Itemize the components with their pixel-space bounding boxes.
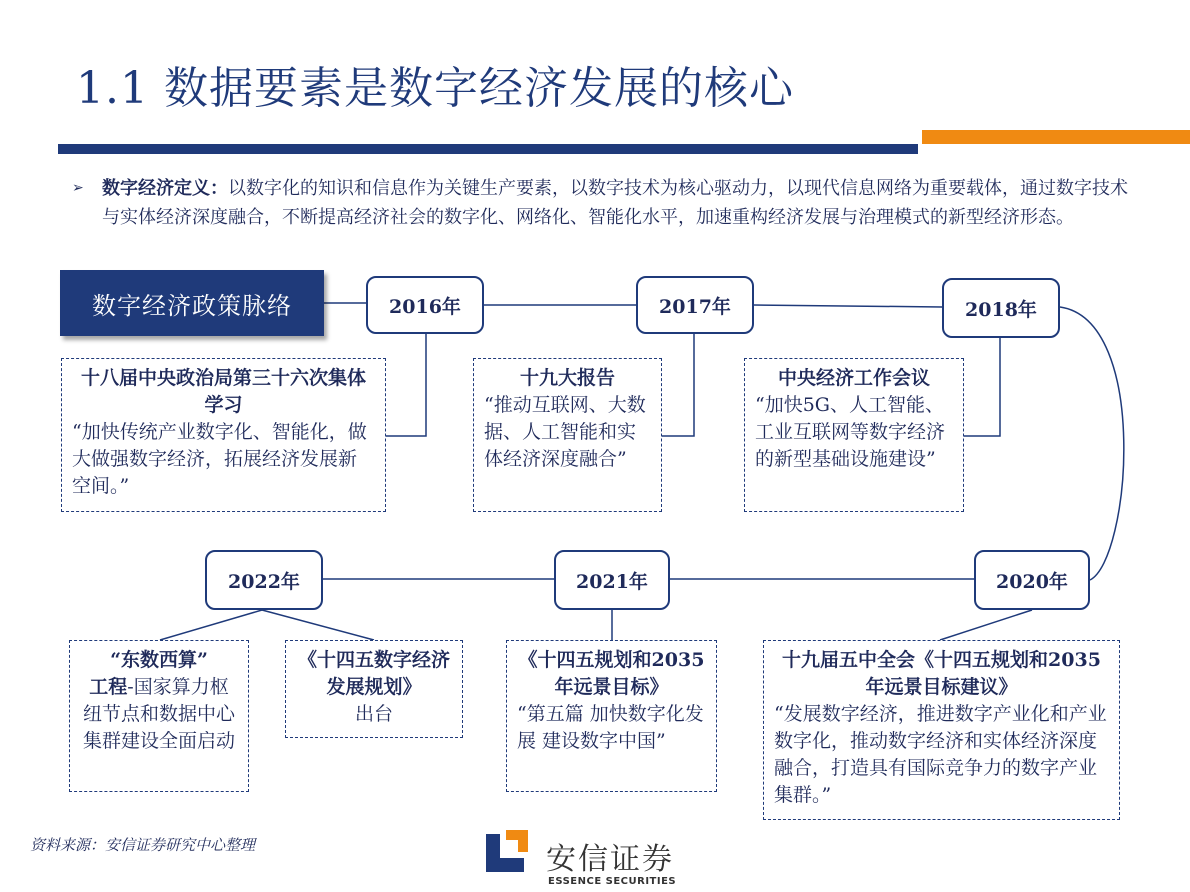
connector-2020-box <box>940 610 1032 640</box>
event-heading-2022-plan: 《十四五数字经济发展规划》 <box>297 649 450 698</box>
event-body-2020: “发展数字经济，推进数字产业化和产业数字化，推动数字经济和实体经济深度融合，打造具有国际竞争力的数字产业集群。” <box>774 703 1107 806</box>
connector-2018-box <box>964 338 1000 436</box>
event-heading-2021: 《十四五规划和2035年远景目标》 <box>518 649 705 698</box>
event-box-2020 <box>763 640 1120 820</box>
event-body-2018: “加快5G、人工智能、工业互联网等数字经济的新型基础设施建设” <box>755 394 946 470</box>
year-2017: 2017年 <box>636 276 754 334</box>
year-2018: 2018年 <box>942 278 1060 338</box>
event-body-2016: “加快传统产业数字化、智能化，做大做强数字经济，拓展经济发展新空间。” <box>72 421 367 497</box>
event-box-2016 <box>61 358 386 512</box>
policy-heading: 数字经济政策脉络 <box>60 270 324 336</box>
definition-label: 数字经济定义： <box>102 178 228 199</box>
event-box-2018 <box>744 358 964 512</box>
event-heading-2018: 中央经济工作会议 <box>777 367 930 389</box>
year-2022: 2022年 <box>205 550 323 610</box>
definition-body: 以数字化的知识和信息作为关键生产要素，以数字技术为核心驱动力，以现代信息网络为重要载体，通过数字技术与实体经济深度融合，不断提高经济社会的数字化、网络化、智能化水平，加速重构经济发展与治理模式的新型经济形态。 <box>102 178 1128 228</box>
event-box-2017 <box>473 358 662 512</box>
connector-2022-box-a <box>160 610 262 640</box>
event-heading-2017: 十九大报告 <box>519 367 615 389</box>
year-2016: 2016年 <box>366 276 484 334</box>
event-box-2021 <box>506 640 717 792</box>
event-box-2022-east-data <box>69 640 249 792</box>
event-body-2021: “第五篇 加快数字化发展 建设数字中国” <box>517 703 704 752</box>
source-note: 资料来源：安信证券研究中心整理 <box>30 836 256 854</box>
year-2021: 2021年 <box>554 550 670 610</box>
logo-text-en: ESSENCE SECURITIES <box>548 876 677 887</box>
arrow-bullet-icon: ➢ <box>72 180 84 196</box>
event-body-2022-plan: 出台 <box>354 703 393 725</box>
event-heading-2022-east-data: “东数西算” <box>110 649 208 671</box>
year-2020: 2020年 <box>974 550 1090 610</box>
connector-2017-2018 <box>754 305 942 307</box>
connector-2018-2020 <box>1060 307 1124 580</box>
event-body-2022-east-data: -国家算力枢纽节点和数据中心集群建设全面启动 <box>82 676 235 752</box>
event-heading-2020: 十九届五中全会《十四五规划和2035年远景目标建议》 <box>782 649 1101 698</box>
essence-logo-icon <box>484 828 530 874</box>
page-title: 1.1 数据要素是数字经济发展的核心 <box>76 63 794 114</box>
event-bold-2022-east-data: 工程 <box>89 676 128 698</box>
event-body-2017: “推动互联网、大数据、人工智能和实体经济深度融合” <box>484 394 646 470</box>
event-heading-2016: 十八届中央政治局第三十六次集体学习 <box>80 367 366 416</box>
connector-2016-box <box>386 334 426 436</box>
logo-text-cn: 安信证券 <box>546 842 674 877</box>
connector-2022-box-b <box>262 610 374 640</box>
event-box-2022-plan <box>285 640 463 738</box>
connector-2017-box <box>662 334 694 436</box>
